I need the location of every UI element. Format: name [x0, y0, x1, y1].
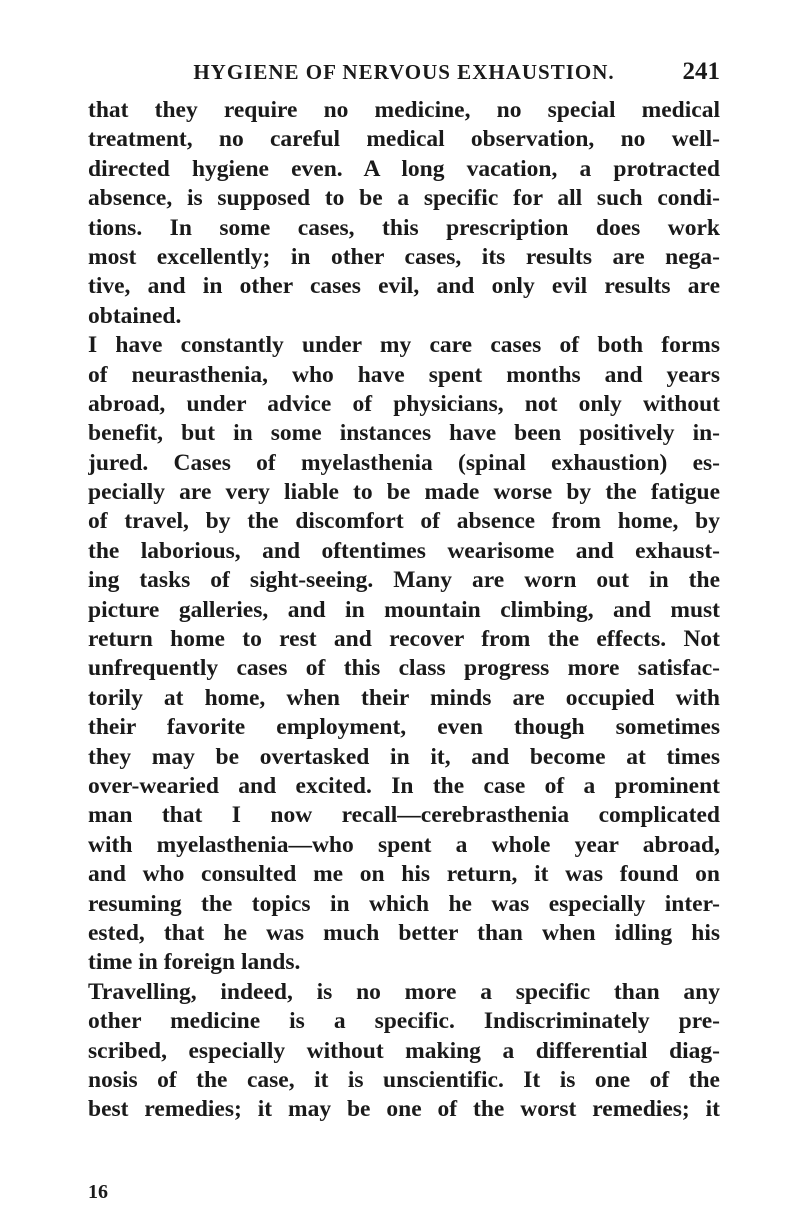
- text-line: I have constantly under my care cases of both forms: [88, 332, 720, 359]
- text-line: torily at home, when their minds are occupied with: [88, 684, 720, 711]
- text-line: benefit, but in some instances have been positively in-: [88, 420, 720, 447]
- text-line: ested, that he was much better than when idling his: [88, 919, 720, 946]
- text-line: most excellently; in other cases, its results are nega-: [88, 243, 720, 270]
- text-line: of travel, by the discomfort of absence from home, by: [88, 508, 720, 535]
- body-text: [88, 96, 720, 1125]
- text-line: resuming the topics in which he was especially inter-: [88, 890, 720, 917]
- text-line: nosis of the case, it is unscientific. It is one of the: [88, 1066, 720, 1093]
- text-line: and who consulted me on his return, it was found on: [88, 861, 720, 888]
- text-line: time in foreign lands.: [88, 949, 301, 976]
- text-line: return home to rest and recover from the effects. Not: [88, 626, 720, 653]
- text-line: obtained.: [88, 302, 182, 329]
- text-line: treatment, no careful medical observation, no well-: [88, 126, 720, 153]
- text-line: man that I now recall—cerebrasthenia complicated: [88, 802, 720, 829]
- page-number: 241: [682, 58, 720, 85]
- text-line: abroad, under advice of physicians, not only without: [88, 390, 720, 417]
- text-line: their favorite employment, even though sometimes: [88, 714, 720, 741]
- signature-mark: 16: [88, 1181, 108, 1203]
- running-head: [88, 60, 720, 90]
- text-line: unfrequently cases of this class progress more satisfac-: [88, 655, 720, 682]
- text-line: of neurasthenia, who have spent months and years: [88, 361, 720, 388]
- text-line: best remedies; it may be one of the worst remedies; it: [88, 1096, 720, 1123]
- text-line: ing tasks of sight-seeing. Many are worn out in the: [88, 567, 720, 594]
- text-line: pecially are very liable to be made worse by the fatigue: [88, 479, 720, 506]
- text-line: with myelasthenia—who spent a whole year abroad,: [88, 831, 720, 858]
- running-title: HYGIENE OF NERVOUS EXHAUSTION.: [193, 60, 615, 84]
- text-line: directed hygiene even. A long vacation, a protracted: [88, 155, 720, 182]
- text-line: other medicine is a specific. Indiscriminately pre-: [88, 1008, 720, 1035]
- text-line: Travelling, indeed, is no more a specific than any: [88, 978, 720, 1005]
- text-line: jured. Cases of myelasthenia (spinal exhaustion) es-: [88, 449, 720, 476]
- text-line: that they require no medicine, no special medical: [88, 97, 720, 123]
- text-line: picture galleries, and in mountain climbing, and must: [88, 596, 720, 623]
- text-line: tions. In some cases, this prescription does work: [88, 214, 720, 241]
- text-line: they may be overtasked in it, and become at times: [88, 743, 720, 770]
- text-line: the laborious, and oftentimes wearisome and exhaust-: [88, 537, 720, 564]
- text-line: absence, is supposed to be a specific for all such condi-: [88, 185, 720, 212]
- text-line: scribed, especially without making a differential diag-: [88, 1037, 720, 1064]
- text-line: over-wearied and excited. In the case of a prominent: [88, 772, 720, 799]
- text-line: tive, and in other cases evil, and only evil results are: [88, 273, 720, 300]
